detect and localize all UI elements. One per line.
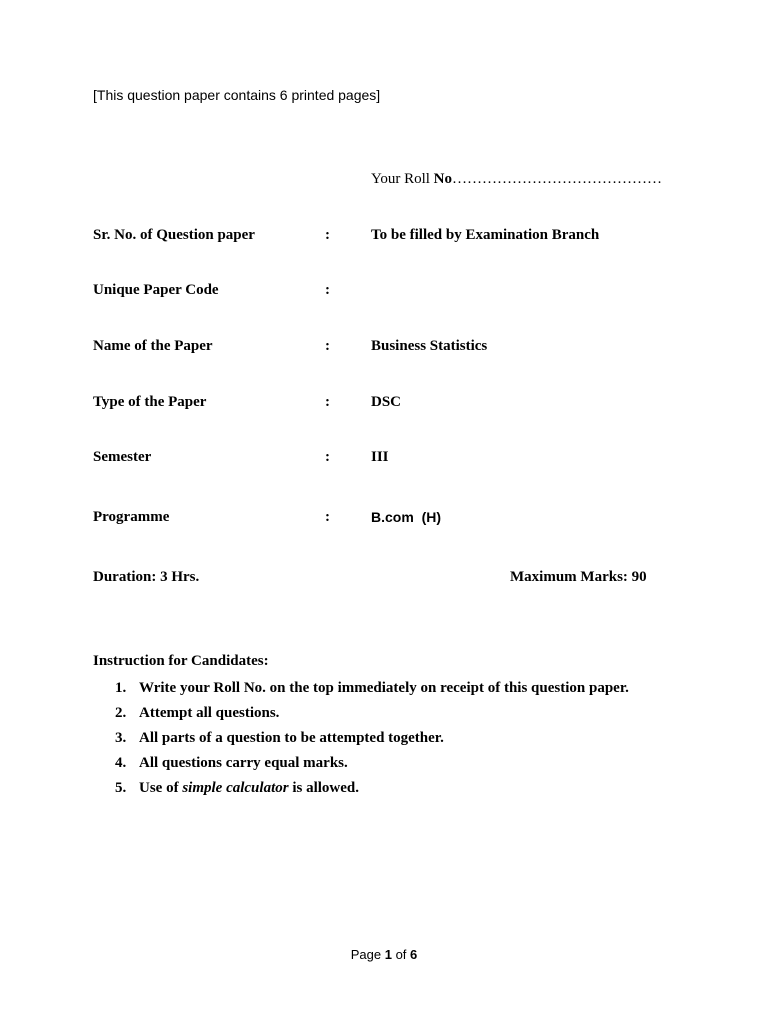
field-colon: : xyxy=(325,338,330,354)
instruction-number: 2. xyxy=(115,705,127,721)
instructions-title: Instruction for Candidates: xyxy=(93,653,269,669)
field-colon: : xyxy=(325,394,330,410)
footer-middle: of xyxy=(391,947,411,962)
instruction-text-before: Use of xyxy=(139,780,183,796)
roll-number-line xyxy=(371,171,662,188)
instruction-number: 3. xyxy=(115,730,127,746)
field-label-paper-name: Name of the Paper xyxy=(93,338,213,354)
field-value-paper-type: DSC xyxy=(371,394,402,410)
field-label-sr-no: Sr. No. of Question paper xyxy=(93,227,255,243)
maximum-marks: Maximum Marks: 90 xyxy=(510,569,647,585)
instruction-text xyxy=(139,780,359,797)
instruction-text-after: is allowed. xyxy=(288,780,360,796)
instruction-text-italic: simple calculator xyxy=(182,780,289,796)
instruction-text: Attempt all questions. xyxy=(139,705,280,721)
page-footer xyxy=(0,947,768,962)
duration: Duration: 3 Hrs. xyxy=(93,569,200,585)
field-colon: : xyxy=(325,227,330,243)
field-value-paper-name: Business Statistics xyxy=(371,338,488,354)
page-count-note: [This question paper contains 6 printed pages] xyxy=(93,87,381,103)
instruction-number: 4. xyxy=(115,755,127,771)
field-colon: : xyxy=(325,282,330,298)
field-label-paper-type: Type of the Paper xyxy=(93,394,207,410)
field-value-programme: B.com (H) xyxy=(371,509,441,525)
roll-dots: …………………………………… xyxy=(452,171,663,187)
instruction-text: Write your Roll No. on the top immediately on receipt of this question paper. xyxy=(139,680,629,696)
instruction-text: All parts of a question to be attempted together. xyxy=(139,730,444,746)
footer-prefix: Page xyxy=(350,947,385,962)
roll-prefix: Your Roll xyxy=(371,171,434,187)
footer-current-page: 1 xyxy=(384,947,392,962)
field-value-sr-no: To be filled by Examination Branch xyxy=(371,227,600,243)
field-label-semester: Semester xyxy=(93,449,152,465)
footer-total-pages: 6 xyxy=(410,947,418,962)
field-value-semester: III xyxy=(371,449,389,465)
field-colon: : xyxy=(325,509,330,525)
roll-no-label: No xyxy=(433,171,453,187)
instruction-number: 5. xyxy=(115,780,127,796)
instruction-number: 1. xyxy=(115,680,127,696)
field-label-programme: Programme xyxy=(93,509,170,525)
field-colon: : xyxy=(325,449,330,465)
field-label-paper-code: Unique Paper Code xyxy=(93,282,219,298)
instruction-text: All questions carry equal marks. xyxy=(139,755,348,771)
